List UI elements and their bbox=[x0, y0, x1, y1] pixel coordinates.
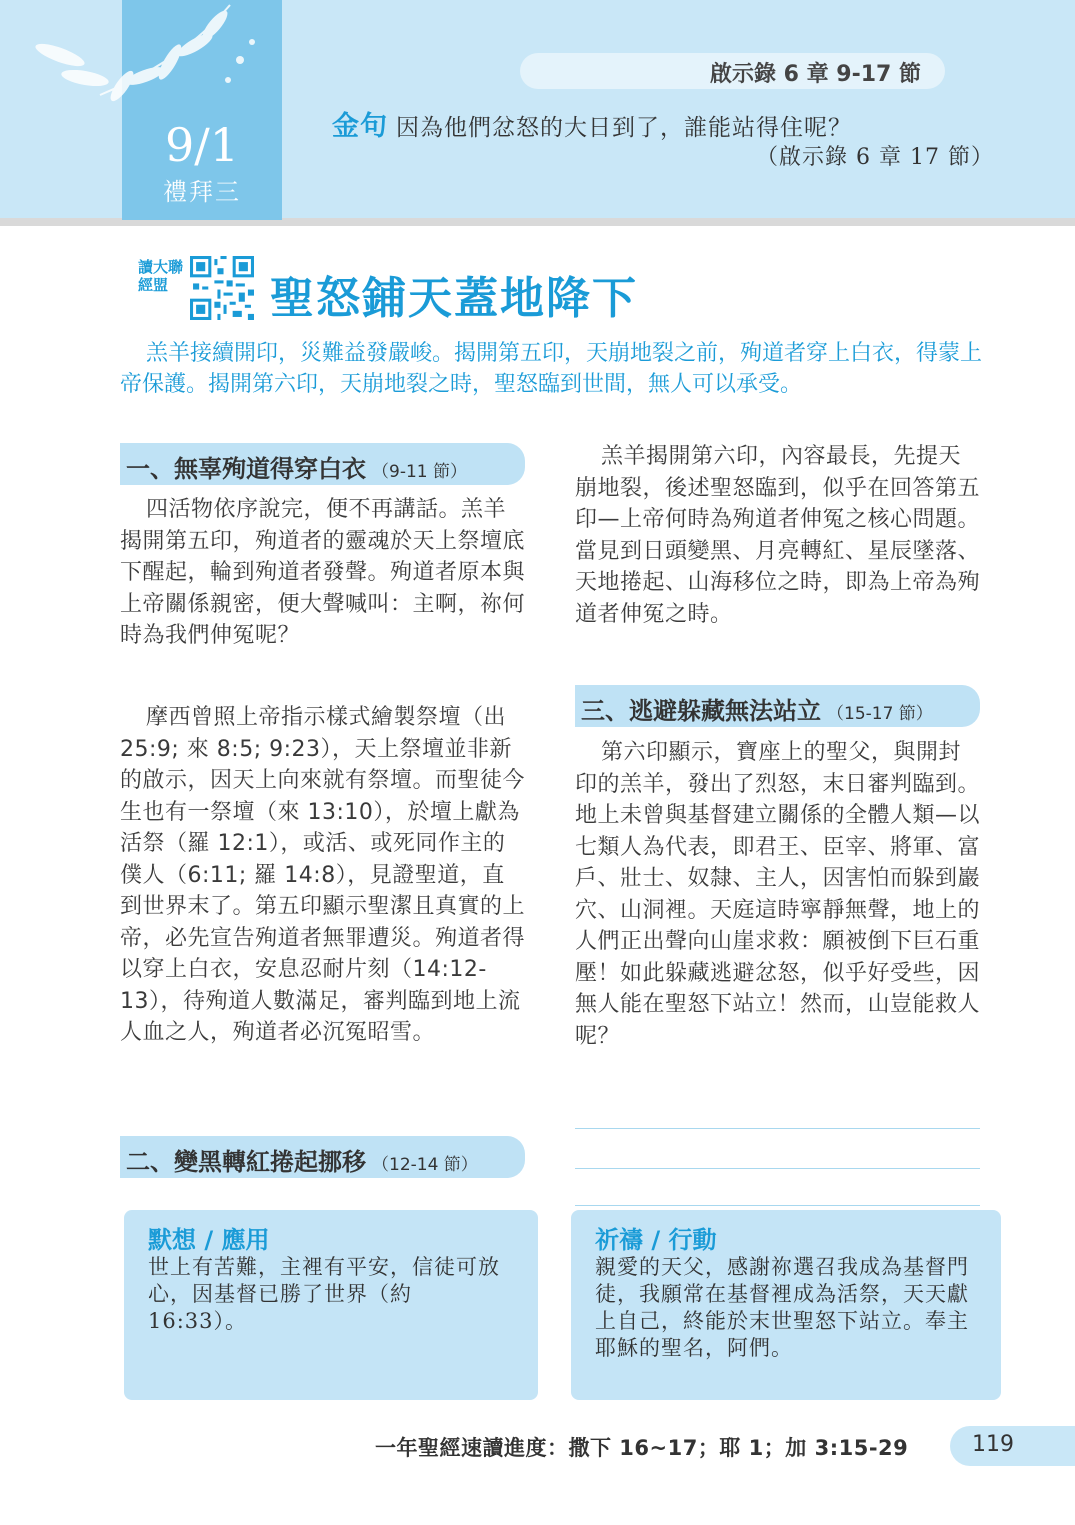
paragraph-4: 第六印顯示，寶座上的聖父，與開封印的羔羊，發出了烈怒，末日審判臨到。地上未曾與基督建立關係的全體人類—以七類人為代表，即君王、臣宰、將軍、富戶、壯士、奴隸、主人，因害怕而躲到巖穴、山洞裡。天庭這時寧靜無聲，地上的人們正出聲向山崖求救：願被倒下巨石重壓！如此躲藏逃避忿怒，似乎好受些，因無人能在聖怒下站立！然而，山豈能救人呢？ bbox=[575, 740, 981, 1049]
paragraph-1: 四活物依序說完，便不再講話。羔羊揭開第五印，殉道者的靈魂於天上祭壇底下醒起，輪到殉道者發聲。殉道者原本與上帝關係親密，便大聲喊叫：主啊，祢何時為我們伸冤呢？ bbox=[120, 497, 526, 648]
section-title: 一、無辜殉道得穿白衣 bbox=[126, 455, 366, 483]
note-line bbox=[575, 1168, 980, 1169]
section-verses: （15-17 節） bbox=[827, 704, 933, 724]
note-line bbox=[575, 1128, 980, 1129]
paragraph-2: 摩西曾照上帝指示樣式繪製祭壇（出 25:9; 來 8:5; 9:23），天上祭壇並非新的啟示，因天上向來就有祭壇。而聖徒今生也有一祭壇（來 13:10），於壇上獻為活祭（羅 12:1），或活、或死同作主的僕人（6:11; 羅 14:8），見證聖道，直到世界末了。第五印顯示聖潔且真實的上帝，必先宣告殉道者無罪遭災。殉道者得以穿上白衣，安息忍耐片刻（14:12-13），待殉道人數滿足，審判臨到地上流人血之人，殉道者必沉冤昭雪。 bbox=[120, 705, 526, 1045]
section-verses: （12-14 節） bbox=[372, 1155, 478, 1175]
section-header-1 bbox=[120, 443, 525, 485]
golden-verse-label: 金句 bbox=[332, 111, 388, 142]
page-number-pill bbox=[950, 1426, 1075, 1466]
prayer-text: 親愛的天父，感謝祢選召我成為基督門徒，我願常在基督裡成為活祭，天天獻上自己，終能於末世聖怒下站立。奉主耶穌的聖名，阿們。 bbox=[595, 1255, 969, 1360]
paragraph-3: 羔羊揭開第六印，內容最長，先提天崩地裂，後述聖怒臨到，似乎在回答第五印—上帝何時為殉道者伸冤之核心問題。當見到日頭變黑、月亮轉紅、星辰墜落、天地捲起、山海移位之時，即為上帝為殉道者伸冤之時。 bbox=[575, 444, 981, 627]
leaves-decoration-icon bbox=[30, 0, 270, 130]
qr-code-icon[interactable] bbox=[190, 256, 254, 320]
qr-caption: 讀大聯經盟 bbox=[138, 258, 184, 294]
note-line bbox=[575, 1205, 980, 1206]
golden-verse-text: 因為他們忿怒的大日到了，誰能站得住呢？ bbox=[396, 115, 852, 141]
section-header-2 bbox=[120, 1136, 525, 1178]
section-verses: （9-11 節） bbox=[372, 462, 467, 482]
section-header-3 bbox=[575, 685, 980, 727]
scripture-reference: 啟示錄 6 章 9-17 節 bbox=[710, 62, 921, 87]
prayer-box bbox=[571, 1210, 1001, 1400]
section-title: 二、變黑轉紅捲起挪移 bbox=[126, 1148, 366, 1176]
date-block bbox=[122, 0, 282, 220]
reading-progress: 一年聖經速讀進度：撒下 16~17；耶 1；加 3:15-29 bbox=[375, 1436, 909, 1460]
golden-verse-reference: （啟示錄 6 章 17 節） bbox=[756, 145, 994, 170]
scripture-reference-pill bbox=[520, 53, 945, 89]
page-title: 聖怒鋪天蓋地降下 bbox=[270, 273, 638, 324]
page-number: 119 bbox=[972, 1432, 1014, 1457]
meditation-title: 默想 / 應用 bbox=[148, 1226, 270, 1254]
section-title: 三、逃避躲藏無法站立 bbox=[581, 697, 821, 725]
date-number: 9/1 bbox=[164, 118, 240, 172]
meditation-text: 世上有苦難，主裡有平安，信徒可放心，因基督已勝了世界（約 16:33）。 bbox=[148, 1255, 500, 1333]
prayer-title: 祈禱 / 行動 bbox=[595, 1226, 717, 1254]
golden-verse bbox=[332, 104, 852, 143]
intro-paragraph: 羔羊接續開印，災難益發嚴峻。揭開第五印，天崩地裂之前，殉道者穿上白衣，得蒙上帝保護。揭開第六印，天崩地裂之時，聖怒臨到世間，無人可以承受。 bbox=[120, 341, 983, 397]
meditation-box bbox=[124, 1210, 538, 1400]
weekday-label: 禮拜三 bbox=[163, 178, 241, 206]
